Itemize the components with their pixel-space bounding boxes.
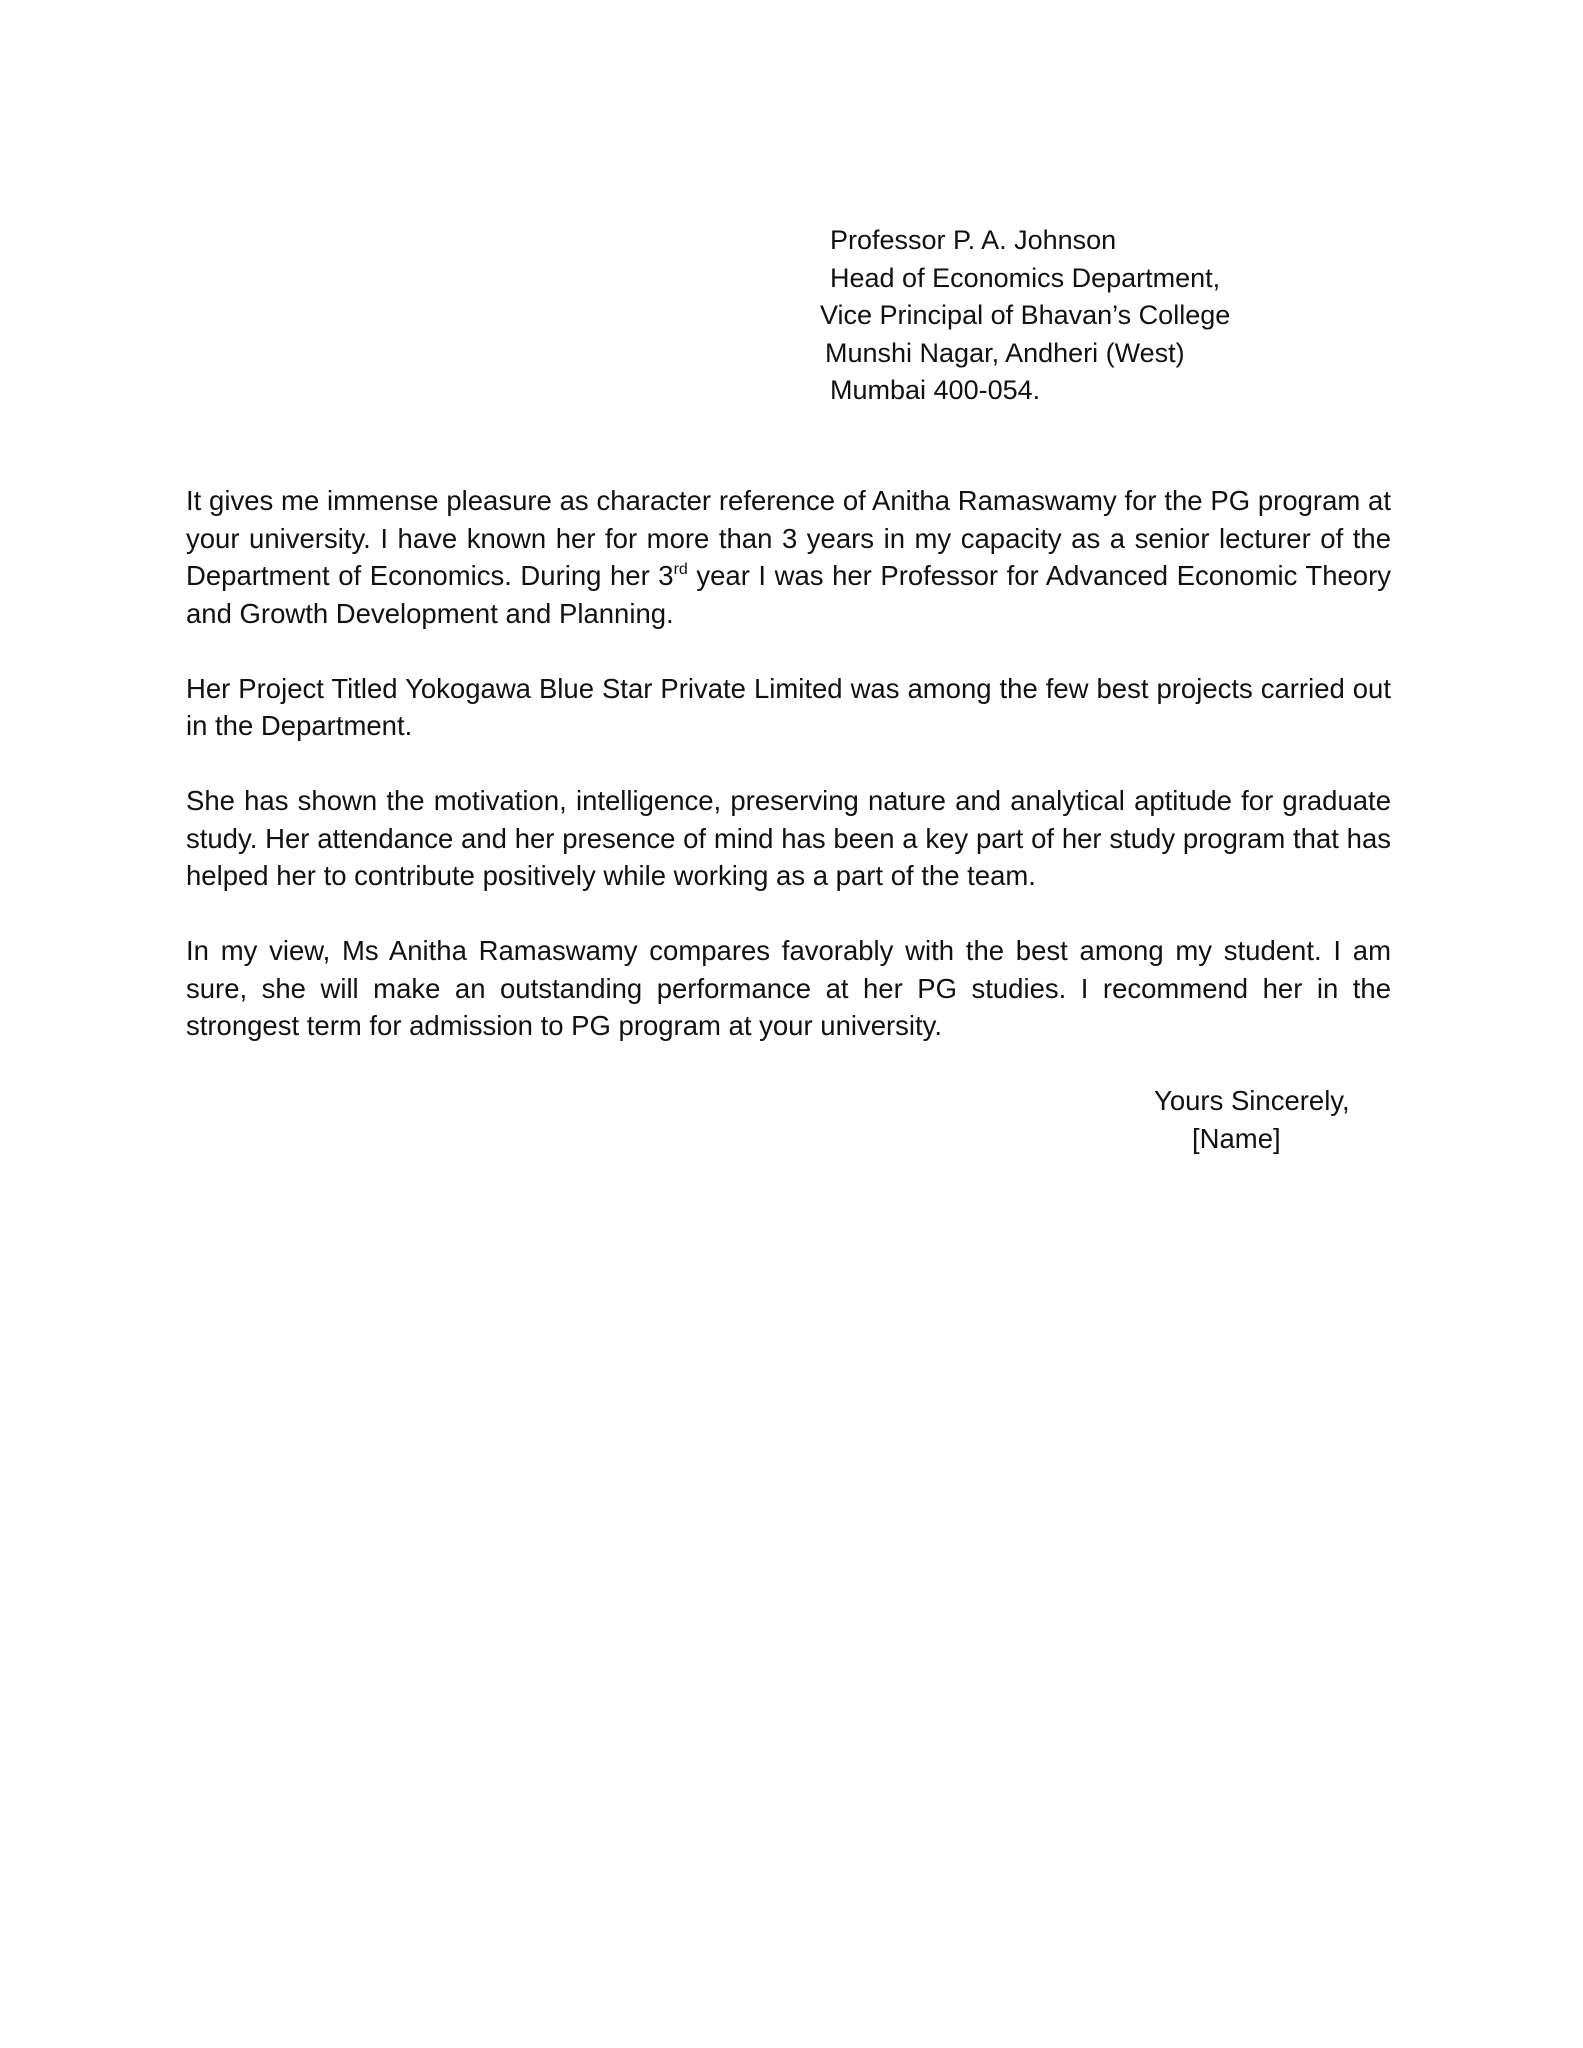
ordinal-suffix: rd <box>673 561 688 578</box>
paragraph-recommendation: In my view, Ms Anitha Ramaswamy compares favorably with the best among my student. I am sure, she will make an outstanding performance at her PG studies. I recommend her in the strongest term for admission to PG program at your university. <box>186 935 1391 1041</box>
closing-block <box>1154 1082 1350 1157</box>
sender-address-block <box>820 222 1320 410</box>
paragraph-project: Her Project Titled Yokogawa Blue Star Private Limited was among the few best projects carried out in the Department. <box>186 672 1391 741</box>
paragraph-introduction <box>186 482 1391 632</box>
sender-title: Head of Economics Department, <box>830 262 1221 293</box>
paragraph-introduction-text-b: year I was her Professor for Advanced Economic Theory and Growth Development and Planning. <box>186 560 1392 629</box>
sender-name: Professor P. A. Johnson <box>830 225 1117 255</box>
paragraph-qualities: She has shown the motivation, intelligence, preserving nature and analytical aptitude for graduate study. Her attendance and her presence of mind has been a key part of her study program that has helped her to contribute positively while working as a part of the team. <box>186 785 1391 891</box>
sender-city: Mumbai 400-054. <box>830 375 1041 405</box>
signature-name: [Name] <box>1192 1122 1281 1154</box>
sender-role: Vice Principal of Bhavan’s College <box>820 300 1231 330</box>
sender-street: Munshi Nagar, Andheri (West) <box>825 337 1185 368</box>
closing-salutation: Yours Sincerely, <box>1154 1085 1350 1116</box>
letter-body <box>186 482 1391 1082</box>
paragraph-introduction-text-a: It gives me immense pleasure as character reference of Anitha Ramaswamy for the PG program at your university. I have known her for more than 3 years in my capacity as a senior lecturer of the Department of Economics. During her 3 <box>186 485 1391 591</box>
